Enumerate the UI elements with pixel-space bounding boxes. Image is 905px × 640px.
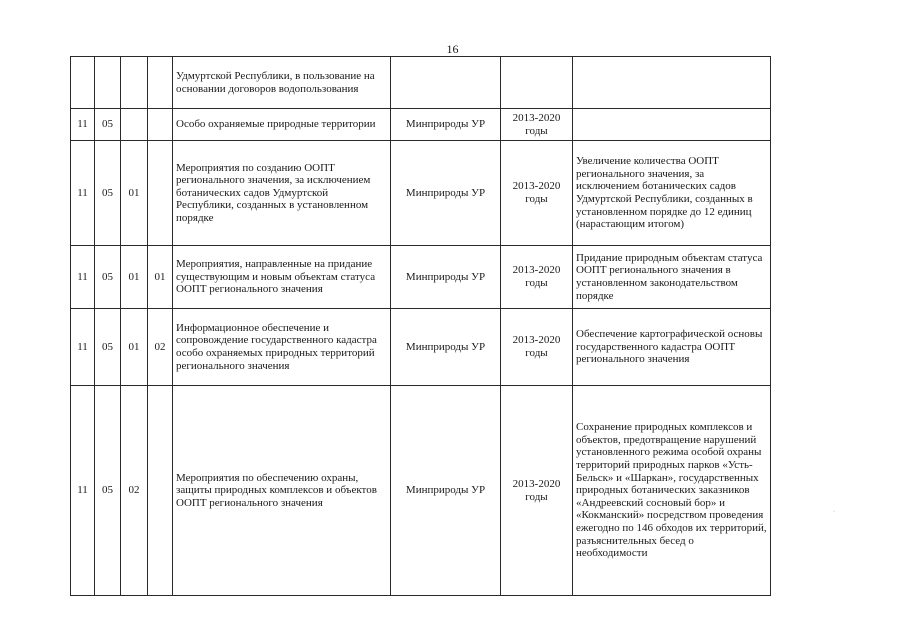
measure-name-cell: Особо охраняемые природные территории [173,109,391,141]
code-cell-2: 05 [95,309,121,386]
code-cell-3 [121,57,148,109]
code-cell-1: 11 [71,309,95,386]
code-cell-4: 01 [148,246,173,309]
code-cell-4 [148,386,173,596]
result-cell: Придание природным объектам статуса ООПТ регионального значения в установленном законодательством порядке [573,246,771,309]
result-cell [573,109,771,141]
executor-cell: Минприроды УР [391,309,501,386]
table-row [71,141,771,246]
code-cell-4 [148,141,173,246]
term-cell: 2013-2020 годы [501,386,573,596]
executor-cell: Минприроды УР [391,246,501,309]
code-cell-3: 01 [121,141,148,246]
program-table [70,56,771,596]
code-cell-3: 02 [121,386,148,596]
executor-cell: Минприроды УР [391,109,501,141]
code-cell-3: 01 [121,309,148,386]
result-cell: Обеспечение картографической основы государственного кадастра ООПТ регионального значения [573,309,771,386]
code-cell-3: 01 [121,246,148,309]
term-cell: 2013-2020 годы [501,246,573,309]
term-cell: 2013-2020 годы [501,141,573,246]
code-cell-1: 11 [71,246,95,309]
measure-name-cell: Мероприятия, направленные на придание существующим и новым объектам статуса ООПТ регионального значения [173,246,391,309]
code-cell-2: 05 [95,109,121,141]
result-cell: Сохранение природных комплексов и объектов, предотвращение нарушений установленного режима особой охраны территорий природных парков «Усть-Бельск» и «Шаркан», государственных природных ботанических заказников «Андреевский сосновый бор» и «Кокманский» посредством проведения ежегодно по 146 обходов их территорий, разъяснительных бесед о необходимости [573,386,771,596]
table-row [71,109,771,141]
measure-name-cell: Мероприятия по созданию ООПТ регионального значения, за исключением ботанических садов Удмуртской Республики, созданных в установленном порядке [173,141,391,246]
measure-name-cell: Мероприятия по обеспечению охраны, защиты природных комплексов и объектов ООПТ регионального значения [173,386,391,596]
term-cell: 2013-2020 годы [501,109,573,141]
result-cell: Увеличение количества ООПТ регионального значения, за исключением ботанических садов Удмуртской Республики, созданных в установленном порядке до 12 единиц (нарастающим итогом) [573,141,771,246]
result-cell [573,57,771,109]
code-cell-2 [95,57,121,109]
code-cell-4: 02 [148,309,173,386]
code-cell-1: 11 [71,141,95,246]
code-cell-4 [148,57,173,109]
page-number: 16 [446,42,459,56]
term-cell: 2013-2020 годы [501,309,573,386]
code-cell-2: 05 [95,246,121,309]
code-cell-1 [71,57,95,109]
measure-name-cell: Информационное обеспечение и сопровождение государственного кадастра особо охраняемых природных территорий регионального значения [173,309,391,386]
executor-cell: Минприроды УР [391,386,501,596]
executor-cell: Минприроды УР [391,141,501,246]
code-cell-1: 11 [71,386,95,596]
code-cell-2: 05 [95,386,121,596]
code-cell-1: 11 [71,109,95,141]
executor-cell [391,57,501,109]
table-row [71,57,771,109]
table-row [71,246,771,309]
code-cell-4 [148,109,173,141]
measure-name-cell: Удмуртской Республики, в пользование на основании договоров водопользования [173,57,391,109]
code-cell-3 [121,109,148,141]
term-cell [501,57,573,109]
scan-speck: · [833,509,835,515]
table-row [71,309,771,386]
code-cell-2: 05 [95,141,121,246]
table-row [71,386,771,596]
